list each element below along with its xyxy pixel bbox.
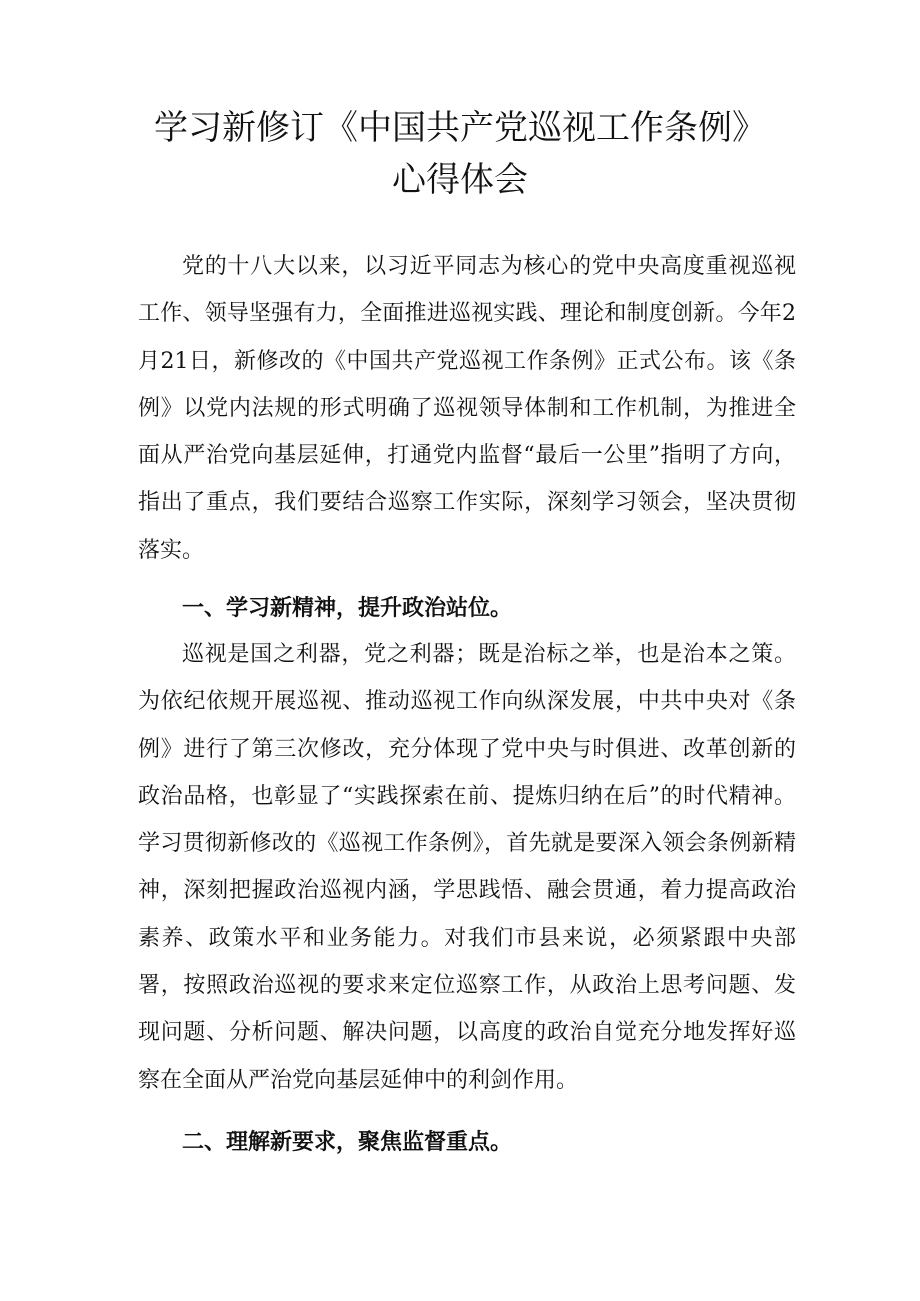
paragraph-section-1: 巡视是国之利器，党之利器；既是治标之举，也是治本之策。为依纪依规开展巡视、推动巡视工作向纵深发展，中共中央对《条例》进行了第三次修改，充分体现了党中央与时俱进、改革创新的政治品格，也彰显了“实践探索在前、提炼归纳在后”的时代精神。学习贯彻新修改的《巡视工作条例》，首先就是要深入领会条例新精神，深刻把握政治巡视内涵，学思践悟、融会贯通，着力提高政治素养、政策水平和业务能力。对我们市县来说，必须紧跟中央部署，按照政治巡视的要求来定位巡察工作，从政治上思考问题、发现问题、分析问题、解决问题，以高度的政治自觉充分地发挥好巡察在全面从严治党向基层延伸中的利剑作用。	[138, 642, 796, 1093]
section-heading-2: 二、理解新要求，聚焦监督重点。	[182, 1130, 513, 1155]
document-title-line2: 心得体会	[392, 160, 528, 200]
section-heading-1: 一、学习新精神，提升政治站位。	[182, 596, 513, 621]
paragraph-intro: 党的十八大以来，以习近平同志为核心的党中央高度重视巡视工作、领导坚强有力，全面推进巡视实践、理论和制度创新。今年2月21日，新修改的《中国共产党巡视工作条例》正式公布。该《条例》以党内法规的形式明确了巡视领导体制和工作机制，为推进全面从严治党向基层延伸，打通党内监督“最后一公里”指明了方向，指出了重点，我们要结合巡察工作实际，深刻学习领会，坚决贯彻落实。	[138, 254, 796, 563]
document-title-line1: 学习新修订《中国共产党巡视工作条例》	[154, 108, 766, 148]
